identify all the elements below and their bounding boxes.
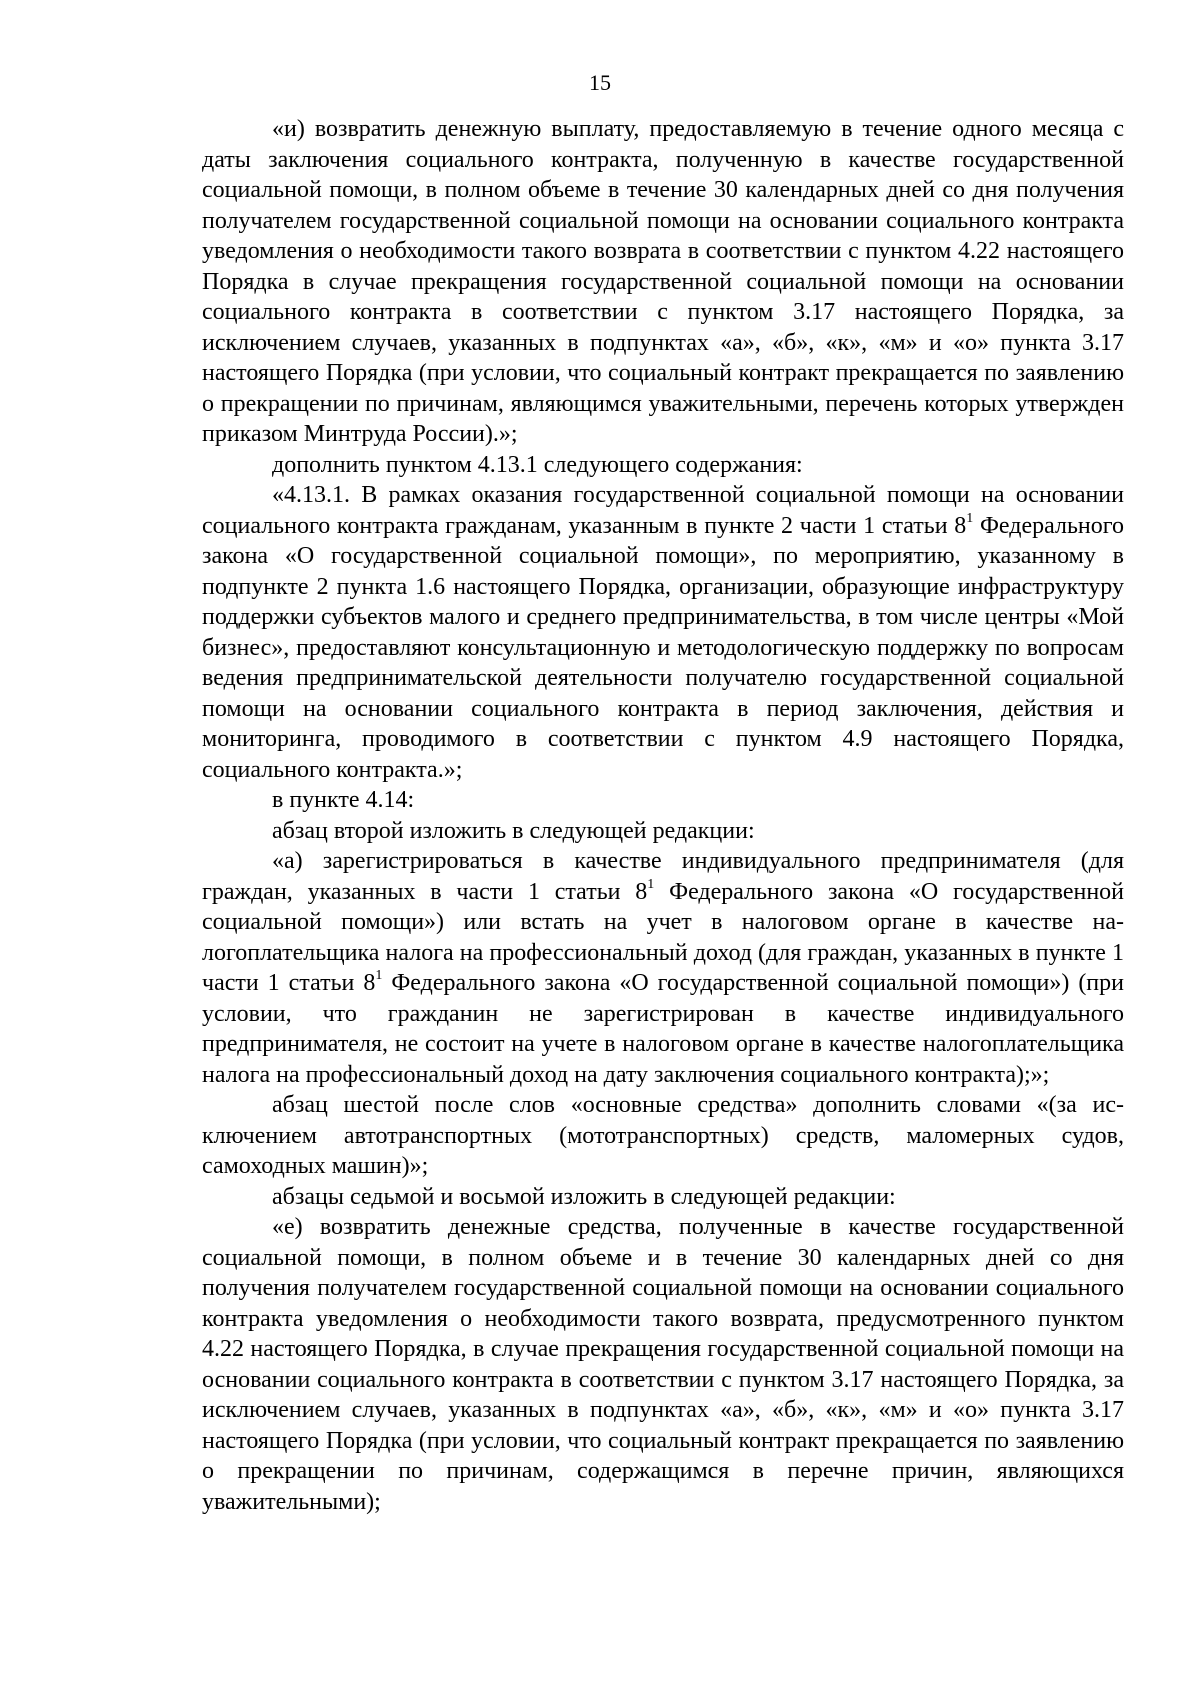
paragraph-item-a xyxy=(202,846,1124,1090)
paragraph-sixth-abzac: абзац шестой после слов «основные средства» дополнить словами «(за исключением автотранспортных (мототранспортных) средств, маломерных судов, самоходных машин)»; xyxy=(202,1092,1124,1179)
paragraph-item-a-part-1: «а) зарегистрироваться в качестве индивидуального предпринимателя (для граждан, указанных в части 1 статьи 8 xyxy=(202,848,1124,905)
document-body xyxy=(202,114,1124,1517)
paragraph-item-i: «и) возвратить денежную выплату, предоставляемую в течение одного месяца с даты заключения социального контракта, полученную в качестве государственной социальной помощи, в полном объеме в течение 30 календарных дней со дня получения получателем государственной социальной помощи на основании социального контракта уведомления о необходимости такого возврата в соответствии с пунктом 4.22 настоящего Порядка в случае прекращения государственной социальной помощи на основании социального контракта в соответствии с пунктом 3.17 настоящего Порядка, за исключением случаев, указанных в подпунктах «а», «б», «к», «м» и «о» пункта 3.17 настоящего Порядка (при условии, что социальный контракт прекращается по заявлению о прекращении по причинам, являющимся уважительными, перечень которых утвержден приказом Минтруда России).»; xyxy=(202,116,1124,447)
paragraph-seventh-eighth-abzac: абзацы седьмой и восьмой изложить в следующей редакции: xyxy=(272,1183,896,1210)
paragraph-item-a-part-2: Федерального закона «О государственной социальной помощи») или встать на учет в налоговом органе в качестве налогоплательщика налога на профессиональный доход (для граждан, указанных в пункте 1 части 1 статьи 8 xyxy=(202,878,1124,996)
paragraph-4-13-1 xyxy=(202,480,1124,785)
superscript-article-8-1: 1 xyxy=(375,968,383,983)
paragraph-add-4-13-1: дополнить пунктом 4.13.1 следующего содержания: xyxy=(272,451,803,478)
paragraph-item-a-part-3: Федерального закона «О государственной социальной помощи») (при условии, что гражданин не зарегистрирован в качестве индивидуального предпринимателя, не состоит на учете в налоговом органе в качестве налогоплательщика налога на профессиональный доход на дату заключения социального контракта);»; xyxy=(202,970,1124,1088)
page-number: 15 xyxy=(589,70,611,95)
paragraph-4-13-1-part-2: Федерального закона «О государственной социальной помощи», по мероприятию, указанному в подпункте 2 пункта 1.6 настоящего Порядка, организации, образующие инфраструктуру поддержки субъектов малого и среднего предпринимательства, в том числе центры «Мой бизнес», предоставляют консультационную и методологическую поддержку по вопросам ведения предпринимательской деятельности получателю государственной социальной помощи на основании социального контракта в период заключения, действия и мониторинга, проводимого в соответствии с пунктом 4.9 настоящего Порядка, социального контракта.»; xyxy=(202,512,1124,783)
paragraph-item-e: «е) возвратить денежные средства, полученные в качестве государственной социальной помощи, в полном объеме и в течение 30 календарных дней со дня получения получателем государственной социальной помощи на основании социального контракта уведомления о необходимости такого возврата, предусмотренного пунктом 4.22 настоящего Порядка, в случае прекращения государственной социальной помощи на основании социального контракта в соответствии с пунктом 3.17 настоящего Порядка, за исключением случаев, указанных в подпунктах «а», «б», «к», «м» и «о» пункта 3.17 настоящего Порядка (при условии, что социальный контракт прекращается по заявлению о прекращении по причинам, содержащимся в перечне причин, являющихся уважительными); xyxy=(202,1214,1124,1515)
paragraph-in-item-4-14: в пункте 4.14: xyxy=(272,787,415,813)
paragraph-second-abzac: абзац второй изложить в следующей редакции: xyxy=(272,817,755,844)
superscript-article-8-1: 1 xyxy=(966,510,974,526)
superscript-article-8-1: 1 xyxy=(647,876,655,892)
paragraph-4-13-1-part-1: «4.13.1. В рамках оказания государственной социальной помощи на основании социального контракта гражданам, указанным в пункте 2 части 1 статьи 8 xyxy=(202,482,1124,539)
